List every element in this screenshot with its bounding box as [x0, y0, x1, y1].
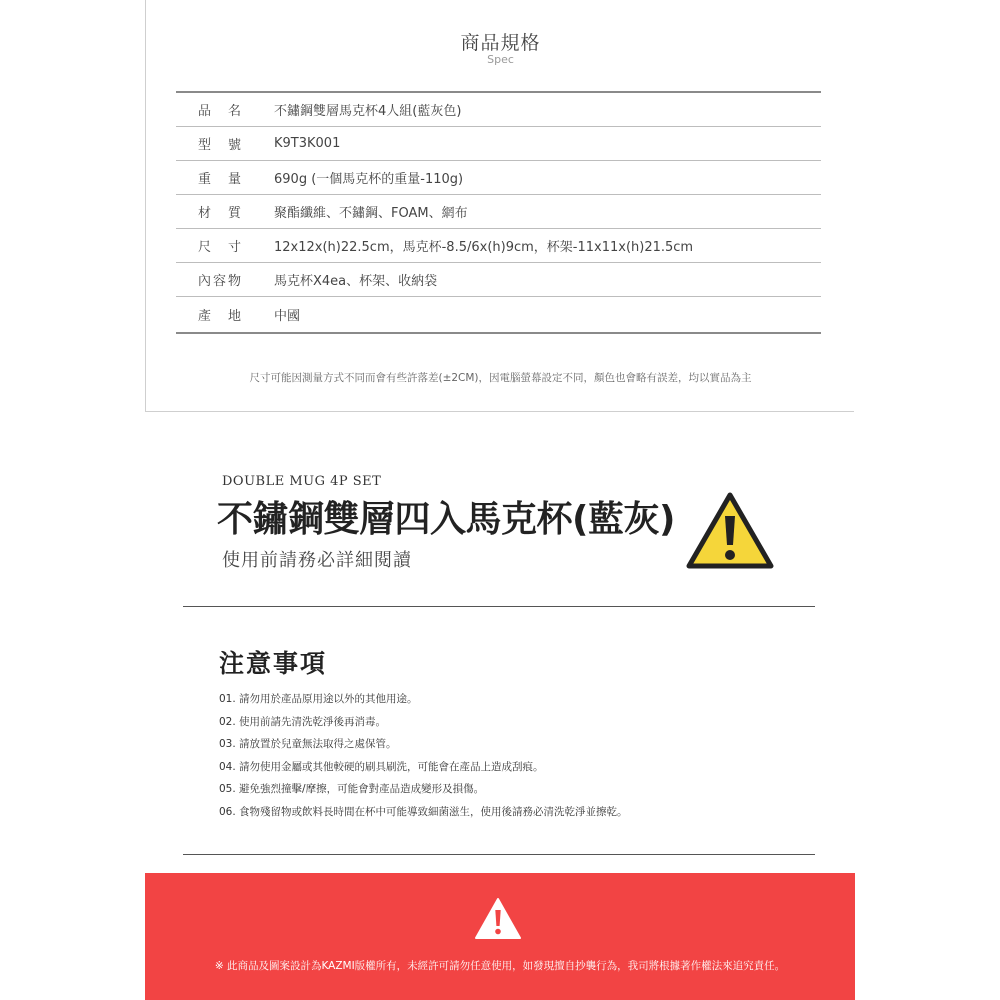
spec-label: 重 量	[198, 172, 244, 187]
spec-panel	[145, 0, 854, 412]
spec-label: 產 地	[198, 309, 244, 324]
copyright-notice: ※ 此商品及圖案設計為KAZMI版權所有，未經許可請勿任意使用，如發現擅自抄襲行為，我司將根據著作權法來追究責任。	[214, 960, 786, 972]
spec-value: 馬克杯X4ea、杯架、收納袋	[274, 274, 438, 289]
spec-value: 690g (一個馬克杯的重量-110g)	[274, 172, 464, 187]
spec-label: 尺 寸	[198, 240, 244, 255]
spec-subtitle: Spec	[487, 53, 514, 66]
copyright-banner	[145, 873, 855, 1000]
product-eyebrow: DOUBLE MUG 4P SET	[222, 474, 382, 489]
spec-value: K9T3K001	[274, 136, 341, 151]
spec-row-material	[176, 195, 821, 229]
cautions-list	[219, 690, 628, 825]
spec-row-model	[176, 127, 821, 161]
spec-label: 型 號	[198, 138, 244, 153]
spec-value: 12x12x(h)22.5cm，馬克杯-8.5/6x(h)9cm，杯架-11x11x(h)21.5cm	[274, 240, 694, 255]
caution-item: 04. 請勿使用金屬或其他較硬的刷具刷洗，可能會在產品上造成刮痕。	[219, 760, 544, 773]
spec-note: 尺寸可能因測量方式不同而會有些許落差(±2CM)，因電腦螢幕設定不同，顏色也會略有誤差，均以實品為主	[249, 372, 752, 384]
spec-title: 商品規格	[460, 32, 541, 54]
caution-item: 02. 使用前請先清洗乾淨後再消毒。	[219, 715, 387, 728]
spec-label: 材 質	[198, 206, 244, 221]
cautions-title: 注意事項	[219, 649, 328, 678]
spec-table	[176, 91, 821, 334]
caution-item: 05. 避免強烈撞擊/摩擦，可能會對產品造成變形及損傷。	[219, 783, 485, 795]
spec-label: 內容物	[198, 274, 244, 289]
warning-triangle-icon	[474, 897, 522, 940]
spec-row-weight	[176, 161, 821, 195]
spec-row-name	[176, 93, 821, 127]
product-subtitle: 使用前請務必詳細閱讀	[222, 550, 412, 571]
caution-item: 03. 請放置於兒童無法取得之處保管。	[219, 738, 397, 750]
spec-value: 不鏽鋼雙層馬克杯4人組(藍灰色)	[274, 104, 462, 119]
divider	[183, 854, 815, 855]
caution-item: 01. 請勿用於產品原用途以外的其他用途。	[219, 693, 418, 705]
spec-row-size	[176, 229, 821, 263]
spec-row-origin	[176, 297, 821, 332]
spec-row-contents	[176, 263, 821, 297]
warning-triangle-icon	[684, 489, 776, 571]
spec-value: 聚酯纖維、不鏽鋼、FOAM、網布	[274, 206, 468, 221]
divider	[183, 606, 815, 607]
spec-value: 中國	[274, 309, 301, 324]
caution-item: 06. 食物殘留物或飲料長時間在杯中可能導致細菌滋生，使用後請務必清洗乾淨並擦乾。	[219, 805, 628, 818]
spec-label: 品 名	[198, 104, 244, 119]
product-title: 不鏽鋼雙層四入馬克杯(藍灰)	[217, 499, 675, 540]
